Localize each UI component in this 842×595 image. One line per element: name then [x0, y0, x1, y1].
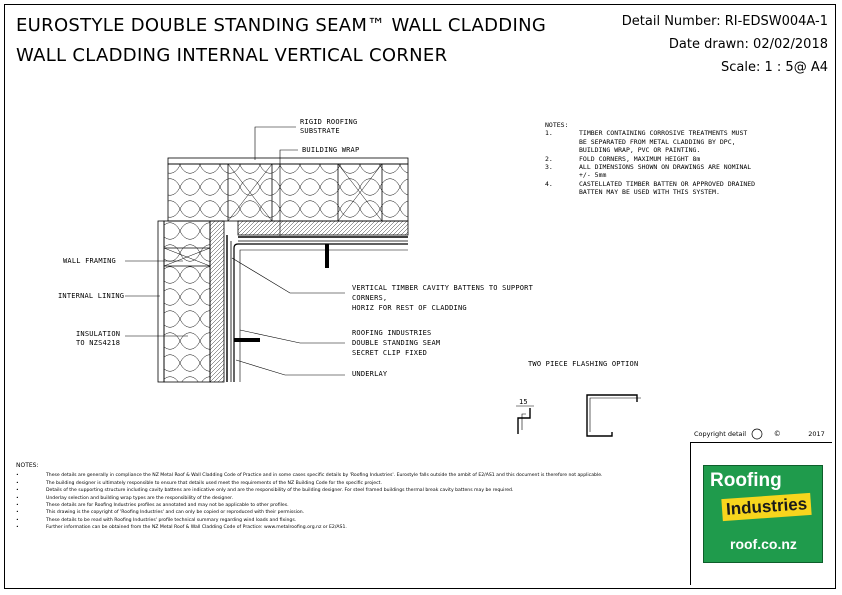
copyright-symbol: ©: [773, 430, 781, 438]
logo-website: roof.co.nz: [730, 536, 797, 552]
scale: Scale: 1 : 5@ A4: [721, 60, 828, 75]
label-battens: VERTICAL TIMBER CAVITY BATTENS TO SUPPORT: [352, 284, 533, 292]
footer-note-2: • The building designer is ultimately responsible to ensure that details used meet the requirements of the NZ Building Code for the specific project.: [16, 480, 382, 486]
label-dimension-15: 15: [519, 398, 528, 406]
detail-number: Detail Number: RI-EDSW004A-1: [621, 14, 828, 29]
copyright: Copyright detail © 2017: [694, 430, 825, 438]
label-battens-2: CORNERS,: [352, 294, 388, 302]
label-rigid-roofing-2: SUBSTRATE: [300, 127, 340, 135]
label-rigid-roofing: RIGID ROOFING: [300, 118, 358, 126]
label-roofing-industries-2: DOUBLE STANDING SEAM: [352, 339, 441, 347]
note-1: 1. TIMBER CONTAINING CORROSIVE TREATMENTS MUST: [545, 129, 748, 138]
label-underlay: UNDERLAY: [352, 370, 388, 378]
footer-note-7: • These details to be read with Roofing Industries' profile technical summary regarding wind loads and fixings.: [16, 517, 297, 523]
label-wall-framing: WALL FRAMING: [63, 257, 116, 265]
title-line-1: EUROSTYLE DOUBLE STANDING SEAM™ WALL CLADDING: [16, 15, 547, 36]
logo-roofing: Roofing: [710, 470, 782, 491]
footer-note-5: • These details are for Roofing Industries profiles as annotated and may not be applicable to other profiles.: [16, 503, 289, 509]
footer-note-6: • This drawing is the copyright of 'Roofing Industries' and can only be copied or reproduced with their permission.: [16, 510, 305, 516]
logo-industries: Industries: [721, 493, 812, 521]
label-internal-lining: INTERNAL LINING: [58, 292, 125, 300]
label-insulation-2: TO NZS4218: [76, 339, 121, 347]
date-drawn: Date drawn: 02/02/2018: [668, 37, 828, 52]
footer-note-8: • Further information can be obtained from the NZ Metal Roof & Wall Cladding Code of Practice: www.metalroofing.org.nz or E2/AS1.: [16, 525, 347, 531]
notes-block: NOTES: 1. TIMBER CONTAINING CORROSIVE TREATMENTS MUST BE SEPARATED FROM METAL CLADDING BY DPC, BUILDING WRAP, PVC OR PAINTING. 2. FOLD CORNERS, MAXIMUM HEIGHT 8m 3. ALL DIMENSIONS SHOWN ON DRAWINGS ARE NOMINAL +/- 5mm 4. CASTELLATED TIMBER BATTEN OR APPROVED DRAINED BATTEN MAY BE USED WITH THIS SYSTEM.: [545, 121, 795, 197]
label-roofing-industries: ROOFING INDUSTRIES: [352, 329, 432, 337]
label-two-piece-flashing: TWO PIECE FLASHING OPTION: [528, 360, 639, 368]
footer-note-1: • These details are generally in compliance the NZ Metal Roof & Wall Cladding Code of Practice and in some cases specific details by 'Roofing Industries'. Eurostyle falls outside the ambit of E2/AS1 and this document is therefore not applicable.: [16, 473, 603, 479]
footer-notes: [16, 462, 688, 532]
label-battens-3: HORIZ FOR REST OF CLADDING: [352, 304, 467, 312]
footer-note-3: • Details of the supporting structure including cavity battens are indicative only and are the responsibility of the building designer. For steel framed buildings thermal break cavity battens may be required.: [16, 488, 514, 494]
footer-note-4: • Underlay selection and building wrap types are the responsibility of the designer.: [16, 495, 234, 501]
title-line-2: WALL CLADDING INTERNAL VERTICAL CORNER: [16, 45, 448, 66]
footer-notes-heading: NOTES:: [16, 462, 39, 469]
two-piece-flashing: [516, 395, 641, 436]
corner-flashing: [234, 244, 408, 382]
vertical-wall: [158, 221, 260, 382]
note-3: 3. ALL DIMENSIONS SHOWN ON DRAWINGS ARE NOMINAL: [545, 163, 752, 172]
notes-heading: NOTES:: [545, 121, 569, 129]
label-roofing-industries-3: SECRET CLIP FIXED: [352, 349, 428, 357]
roofing-industries-logo: [703, 465, 823, 563]
note-4: 4. CASTELLATED TIMBER BATTEN OR APPROVED DRAINED: [545, 179, 756, 188]
label-insulation: INSULATION: [76, 330, 121, 338]
label-building-wrap: BUILDING WRAP: [302, 146, 360, 154]
note-2: 2. FOLD CORNERS, MAXIMUM HEIGHT 8m: [545, 154, 701, 163]
